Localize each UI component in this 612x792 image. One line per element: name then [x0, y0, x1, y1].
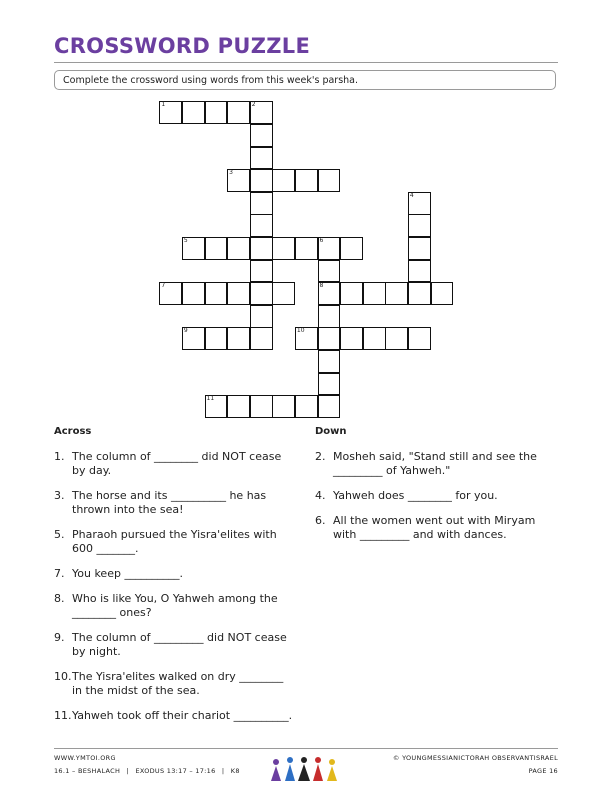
crossword-cell[interactable]: [272, 237, 295, 260]
clue-text: The column of ________ did NOT cease by day.: [72, 450, 282, 477]
clue-number: 4.: [315, 489, 326, 502]
people-logo-icon: [268, 753, 348, 783]
crossword-cell[interactable]: [182, 237, 205, 260]
clue-number: 1: [161, 101, 166, 109]
crossword-cell[interactable]: [431, 282, 454, 305]
crossword-cell[interactable]: [205, 327, 228, 350]
clue-item: [54, 592, 294, 620]
footer-lesson-info: 16.1 – BESHALACH | EXODUS 13:17 – 17:16 | K8: [54, 767, 240, 775]
crossword-cell[interactable]: [295, 327, 318, 350]
crossword-cell[interactable]: [295, 395, 318, 418]
clue-text: The column of _________ did NOT cease by night.: [72, 631, 287, 658]
crossword-cell[interactable]: [205, 237, 228, 260]
crossword-cell[interactable]: [363, 282, 386, 305]
crossword-cell[interactable]: [250, 124, 273, 147]
clue-item: [54, 489, 294, 517]
clue-item: [54, 631, 294, 659]
crossword-cell[interactable]: [318, 169, 341, 192]
page-title: CROSSWORD PUZZLE: [54, 34, 311, 58]
crossword-cell[interactable]: [408, 192, 431, 215]
clue-number: 2: [251, 101, 256, 109]
crossword-cell[interactable]: [227, 327, 250, 350]
crossword-cell[interactable]: [250, 147, 273, 170]
clue-text: Mosheh said, "Stand still and see the _________ of Yahweh.": [333, 450, 537, 477]
crossword-cell[interactable]: [318, 373, 341, 396]
crossword-cell[interactable]: [250, 327, 273, 350]
crossword-cell[interactable]: [272, 395, 295, 418]
footer-divider: [54, 748, 558, 749]
clue-text: Yahweh does ________ for you.: [333, 489, 498, 502]
clue-number: 3.: [54, 489, 65, 502]
clue-number: 9.: [54, 631, 65, 644]
crossword-cell[interactable]: [318, 305, 341, 328]
clue-number: 10: [296, 327, 305, 335]
crossword-cell[interactable]: [250, 169, 273, 192]
footer-website: WWW.YMTOI.ORG: [54, 754, 116, 762]
crossword-cell[interactable]: [408, 282, 431, 305]
clue-item: [54, 567, 294, 581]
crossword-cell[interactable]: [385, 327, 408, 350]
clue-number: 4: [409, 191, 414, 199]
crossword-cell[interactable]: [340, 282, 363, 305]
crossword-cell[interactable]: [250, 101, 273, 124]
crossword-cell[interactable]: [159, 101, 182, 124]
clue-text: Yahweh took off their chariot __________.: [72, 709, 293, 722]
clue-number: 7: [161, 282, 166, 290]
clue-item: [54, 528, 294, 556]
crossword-cell[interactable]: [363, 327, 386, 350]
crossword-cell[interactable]: [272, 282, 295, 305]
footer-page: PAGE 16: [528, 767, 558, 775]
down-heading: Down: [315, 426, 347, 437]
clue-text: The Yisra'elites walked on dry ________ in the midst of the sea.: [72, 670, 284, 697]
crossword-cell[interactable]: [318, 260, 341, 283]
crossword-cell[interactable]: [205, 282, 228, 305]
crossword-cell[interactable]: [250, 260, 273, 283]
crossword-cell[interactable]: [408, 237, 431, 260]
clue-number: 1.: [54, 450, 65, 463]
crossword-cell[interactable]: [318, 327, 341, 350]
across-column: [54, 425, 294, 734]
crossword-cell[interactable]: [227, 395, 250, 418]
clue-number: 11.: [54, 709, 72, 722]
clue-item: [315, 450, 555, 478]
crossword-cell[interactable]: [250, 305, 273, 328]
crossword-cell[interactable]: [205, 395, 228, 418]
footer-scripture: EXODUS 13:17 – 17:16: [135, 767, 216, 775]
crossword-cell[interactable]: [159, 282, 182, 305]
clue-number: 7.: [54, 567, 65, 580]
crossword-cell[interactable]: [227, 169, 250, 192]
clue-item: [54, 450, 294, 478]
crossword-cell[interactable]: [250, 192, 273, 215]
clue-number: 6: [319, 236, 324, 244]
crossword-cell[interactable]: [250, 395, 273, 418]
crossword-cell[interactable]: [318, 395, 341, 418]
instruction-box: Complete the crossword using words from this week's parsha.: [54, 70, 556, 90]
crossword-cell[interactable]: [340, 237, 363, 260]
footer-copyright: © YOUNGMESSIANICTORAH OBSERVANTISRAEL: [392, 754, 558, 762]
crossword-cell[interactable]: [318, 350, 341, 373]
crossword-cell[interactable]: [340, 327, 363, 350]
crossword-cell[interactable]: [182, 282, 205, 305]
clue-number: 5.: [54, 528, 65, 541]
crossword-cell[interactable]: [318, 282, 341, 305]
footer-grade: K8: [230, 767, 240, 775]
clue-number: 3: [229, 169, 233, 177]
crossword-cell[interactable]: [205, 101, 228, 124]
clue-item: [54, 670, 294, 698]
clue-number: 2.: [315, 450, 326, 463]
crossword-cell[interactable]: [182, 101, 205, 124]
crossword-cell[interactable]: [272, 169, 295, 192]
footer-lesson: 16.1 – BESHALACH: [54, 767, 121, 775]
crossword-cell[interactable]: [295, 169, 318, 192]
crossword-cell[interactable]: [227, 237, 250, 260]
crossword-cell[interactable]: [318, 237, 341, 260]
crossword-cell[interactable]: [250, 237, 273, 260]
crossword-cell[interactable]: [408, 327, 431, 350]
clue-item: [315, 489, 555, 503]
crossword-cell[interactable]: [250, 282, 273, 305]
crossword-cell[interactable]: [295, 237, 318, 260]
crossword-cell[interactable]: [250, 214, 273, 237]
clue-item: [315, 514, 555, 542]
clue-number: 5: [183, 236, 188, 244]
clue-item: [54, 709, 294, 723]
across-heading: Across: [54, 426, 92, 437]
crossword-cell[interactable]: [408, 214, 431, 237]
clue-number: 10.: [54, 670, 72, 683]
clue-number: 9: [183, 327, 188, 335]
clue-text: All the women went out with Miryam with _________ and with dances.: [333, 514, 536, 541]
crossword-cell[interactable]: [227, 101, 250, 124]
clue-text: The horse and its __________ he has thrown into the sea!: [72, 489, 267, 516]
crossword-cell[interactable]: [182, 327, 205, 350]
crossword-cell[interactable]: [227, 282, 250, 305]
clue-number: 6.: [315, 514, 326, 527]
clue-text: You keep __________.: [72, 567, 183, 580]
clue-number: 8.: [54, 592, 65, 605]
crossword-cell[interactable]: [385, 282, 408, 305]
down-column: [315, 425, 555, 553]
crossword-cell[interactable]: [408, 260, 431, 283]
clue-text: Pharaoh pursued the Yisra'elites with 600 _______.: [72, 528, 277, 555]
clue-number: 8: [319, 282, 324, 290]
clue-text: Who is like You, O Yahweh among the ________ ones?: [72, 592, 278, 619]
clue-number: 11: [206, 395, 215, 403]
